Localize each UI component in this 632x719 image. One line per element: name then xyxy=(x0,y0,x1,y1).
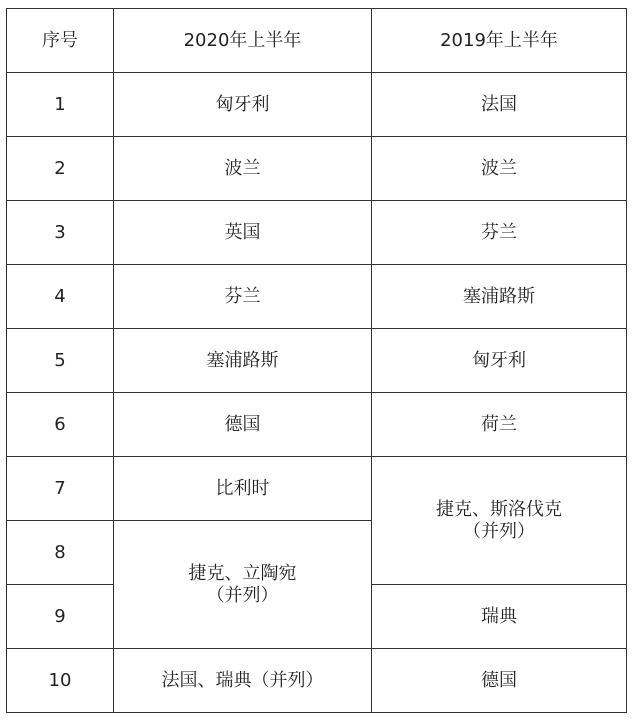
ranking-table xyxy=(6,8,627,713)
cell-2019: 荷兰 xyxy=(372,393,627,457)
cell-2020: 法国、瑞典（并列） xyxy=(114,649,372,713)
row-index: 5 xyxy=(7,329,114,393)
cell-line: 捷克、立陶宛 xyxy=(188,562,297,584)
cell-2020: 塞浦路斯 xyxy=(114,329,372,393)
table-row xyxy=(7,329,627,393)
header-row xyxy=(7,9,627,73)
row-index: 8 xyxy=(7,521,114,585)
cell-2019: 法国 xyxy=(372,73,627,137)
table-row xyxy=(7,73,627,137)
cell-2020: 英国 xyxy=(114,201,372,265)
row-index: 2 xyxy=(7,137,114,201)
table-row xyxy=(7,137,627,201)
row-index: 3 xyxy=(7,201,114,265)
cell-line: 捷克、斯洛伐克 xyxy=(436,498,562,520)
cell-2019: 波兰 xyxy=(372,137,627,201)
table-row xyxy=(7,201,627,265)
row-index: 4 xyxy=(7,265,114,329)
cell-2019: 匈牙利 xyxy=(372,329,627,393)
table-row xyxy=(7,649,627,713)
cell-line: （并列） xyxy=(463,520,535,542)
cell-2020: 芬兰 xyxy=(114,265,372,329)
header-2019: 2019年上半年 xyxy=(372,9,627,73)
cell-2020: 匈牙利 xyxy=(114,73,372,137)
cell-2020: 比利时 xyxy=(114,457,372,521)
cell-2019: 塞浦路斯 xyxy=(372,265,627,329)
cell-2020: 德国 xyxy=(114,393,372,457)
cell-2019-merged xyxy=(372,457,627,585)
row-index: 1 xyxy=(7,73,114,137)
cell-2019: 瑞典 xyxy=(372,585,627,649)
cell-2019: 芬兰 xyxy=(372,201,627,265)
header-2020: 2020年上半年 xyxy=(114,9,372,73)
cell-2019: 德国 xyxy=(372,649,627,713)
cell-line: （并列） xyxy=(206,584,279,606)
row-index: 6 xyxy=(7,393,114,457)
cell-2020: 波兰 xyxy=(114,137,372,201)
table-row xyxy=(7,457,627,521)
row-index: 7 xyxy=(7,457,114,521)
header-index: 序号 xyxy=(7,9,114,73)
table-row xyxy=(7,265,627,329)
table-row xyxy=(7,393,627,457)
row-index: 10 xyxy=(7,649,114,713)
row-index: 9 xyxy=(7,585,114,649)
cell-2020-merged xyxy=(114,521,372,649)
